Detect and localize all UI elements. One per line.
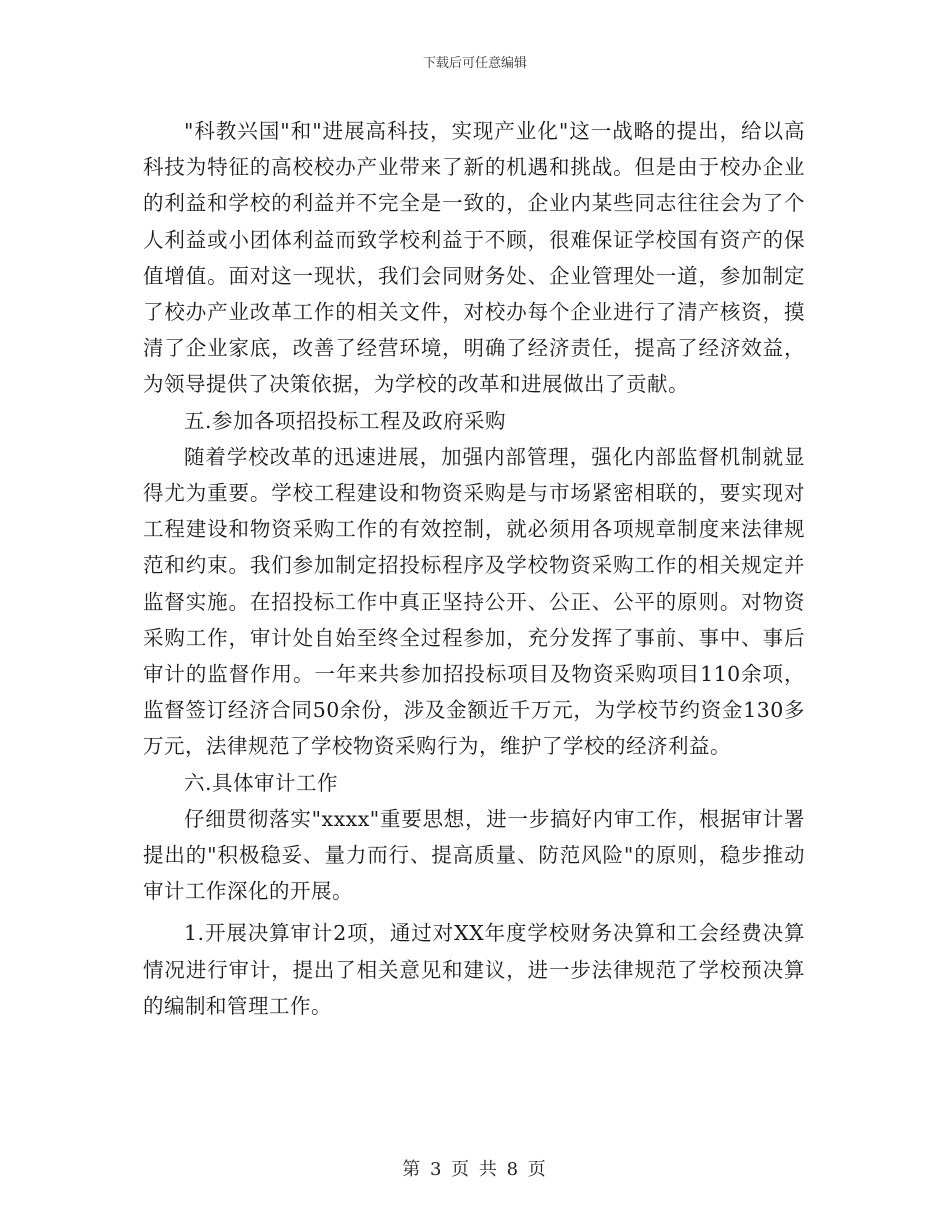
paragraph-final-accounts-audit: 1.开展决算审计2项，通过对XX年度学校财务决算和工会经费决算情况进行审计，提出了相关意见和建议，进一步法律规范了学校预决算的编制和管理工作。 bbox=[143, 921, 805, 1018]
page-number-footer: 第 3 页 共 8 页 bbox=[402, 1159, 548, 1180]
paragraph-industry-reform: "科教兴国"和"进展高科技，实现产业化"这一战略的提出，给以高科技为特征的高校校办产业带来了新的机遇和挑战。但是由于校办企业的利益和学校的利益并不完全是一致的，企业内某些同志往往会为了个人利益或小团体利益而致学校利益于不顾，很难保证学校国有资产的保值增值。面对这一现状，我们会同财务处、企业管理处一道，参加制定了校办产业改革工作的相关文件，对校办每个企业进行了清产核资，摸清了企业家底，改善了经营环境，明确了经济责任，提高了经济效益，为领导提供了决策依据，为学校的改革和进展做出了贡献。 bbox=[143, 119, 805, 397]
paragraph-audit-principles: 仔细贯彻落实"xxxx"重要思想，进一步搞好内审工作，根据审计署提出的"积极稳妥、量力而行、提高质量、防范风险"的原则，稳步推动审计工作深化的开展。 bbox=[143, 806, 805, 904]
page-header-note: 下载后可任意编辑 bbox=[422, 56, 527, 71]
section-heading-bidding: 五.参加各项招投标工程及政府采购 bbox=[184, 408, 507, 433]
document-body bbox=[143, 113, 805, 1024]
paragraph-bidding: 随着学校改革的迅速进展，加强内部管理，强化内部监督机制就显得尤为重要。学校工程建设和物资采购是与市场紧密相联的，要实现对工程建设和物资采购工作的有效控制，就必须用各项规章制度来法律规范和约束。我们参加制定招投标程序及学校物资采购工作的相关规定并监督实施。在招投标工作中真正坚持公开、公正、公平的原则。对物资采购工作，审计处自始至终全过程参加，充分发挥了事前、事中、事后审计的监督作用。一年来共参加招投标项目及物资采购项目110余项，监督签订经济合同50余份，涉及金额近千万元，为学校节约资金130多万元，法律规范了学校物资采购行为，维护了学校的经济利益。 bbox=[143, 444, 805, 759]
section-heading-audit-work: 六.具体审计工作 bbox=[184, 770, 339, 795]
